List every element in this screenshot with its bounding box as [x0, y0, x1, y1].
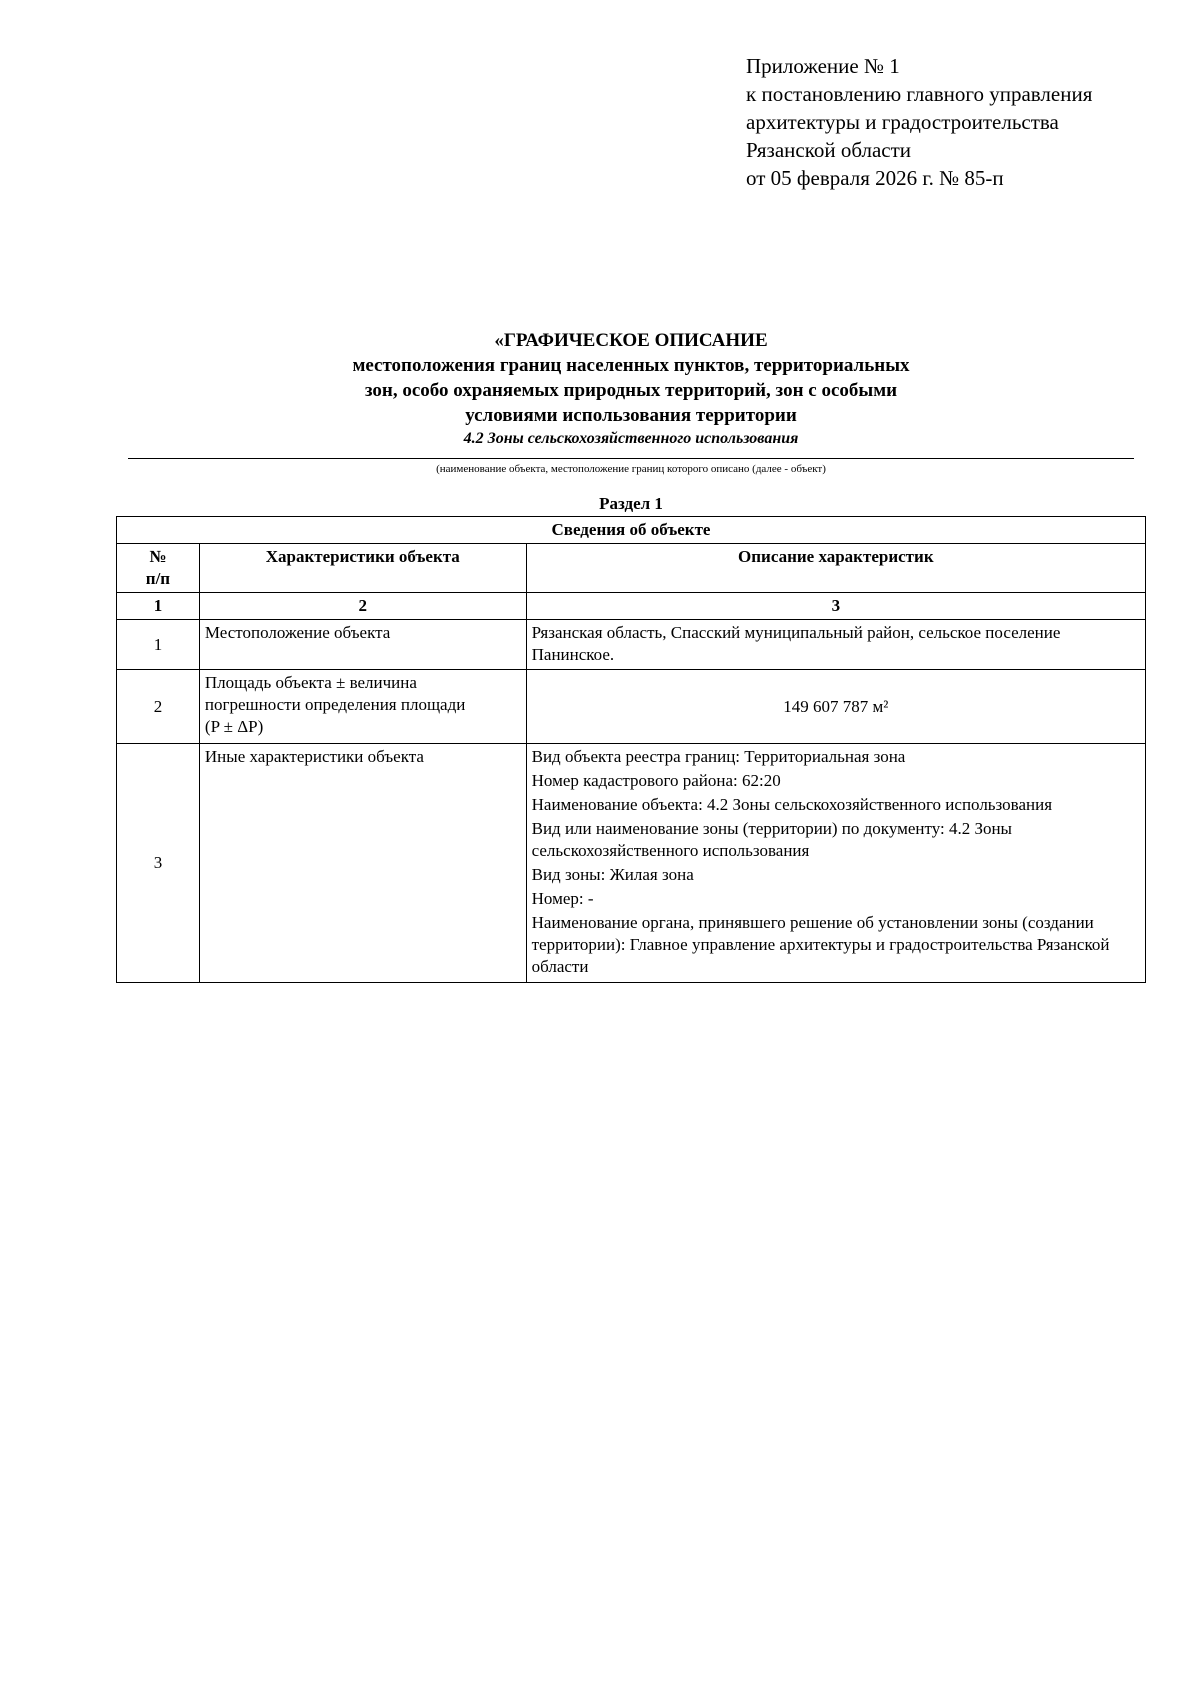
header-num-line: п/п: [145, 569, 171, 588]
header-characteristic: Характеристики объекта: [199, 544, 526, 593]
header-description: Описание характеристик: [526, 544, 1145, 593]
column-number-row: [117, 593, 1146, 620]
header-num-line: №: [149, 547, 167, 566]
row-characteristic: Местоположение объекта: [199, 620, 526, 670]
table-row: [117, 744, 1146, 983]
title-line: зон, особо охраняемых природных территорий, зон с особыми: [364, 380, 898, 401]
table-row: [117, 620, 1146, 670]
column-number: 2: [199, 593, 526, 620]
description-line: Наименование объекта: 4.2 Зоны сельскохозяйственного использования: [531, 795, 1053, 814]
description-line: Вид объекта реестра границ: Территориальная зона: [531, 747, 906, 766]
description-line: Наименование органа, принявшего решение об установлении зоны (создании территории): Главное управление архитектуры и градостроительства Рязанской области: [531, 913, 1110, 976]
appendix-block: [746, 52, 1092, 192]
characteristic-line: (P ± ΔP): [204, 717, 264, 736]
row-number: 2: [117, 670, 200, 744]
characteristic-line: Площадь объекта ± величина: [204, 673, 417, 692]
object-name: 4.2 Зоны сельскохозяйственного использования: [463, 430, 799, 447]
row-characteristic: [199, 670, 526, 744]
appendix-line: к постановлению главного управления: [746, 82, 1093, 106]
document-title: [128, 328, 1134, 450]
row-description: Рязанская область, Спасский муниципальный район, сельское поселение Панинское.: [526, 620, 1145, 670]
title-line: местоположения границ населенных пунктов, территориальных: [352, 355, 910, 376]
column-number: 3: [526, 593, 1145, 620]
table-header-row: [117, 544, 1146, 593]
column-number: 1: [117, 593, 200, 620]
appendix-line: архитектуры и градостроительства: [746, 110, 1059, 134]
appendix-line: Рязанской области: [746, 138, 912, 162]
description-line: Номер кадастрового района: 62:20: [531, 771, 781, 790]
description-line: Вид или наименование зоны (территории) по документу: 4.2 Зоны сельскохозяйственного использования: [531, 819, 1012, 860]
object-info-table: [116, 516, 1146, 983]
title-underline: [128, 458, 1134, 459]
table-row: [117, 670, 1146, 744]
row-number: 3: [117, 744, 200, 983]
underline-caption: (наименование объекта, местоположение границ которого описано (далее - объект): [436, 463, 826, 475]
header-num: [117, 544, 200, 593]
description-line: Вид зоны: Жилая зона: [531, 865, 694, 884]
title-line: «ГРАФИЧЕСКОЕ ОПИСАНИЕ: [494, 330, 768, 351]
section-title: Раздел 1: [599, 494, 663, 513]
row-characteristic: Иные характеристики объекта: [199, 744, 526, 983]
table-caption: Сведения об объекте: [117, 517, 1146, 544]
appendix-line: от 05 февраля 2026 г. № 85-п: [746, 166, 1004, 190]
appendix-line: Приложение № 1: [746, 54, 900, 78]
description-line: Номер: -: [531, 889, 594, 908]
title-line: условиями использования территории: [465, 405, 797, 426]
characteristic-line: погрешности определения площади: [204, 695, 466, 714]
row-number: 1: [117, 620, 200, 670]
row-description: 149 607 787 м²: [526, 670, 1145, 744]
row-description: [526, 744, 1145, 983]
